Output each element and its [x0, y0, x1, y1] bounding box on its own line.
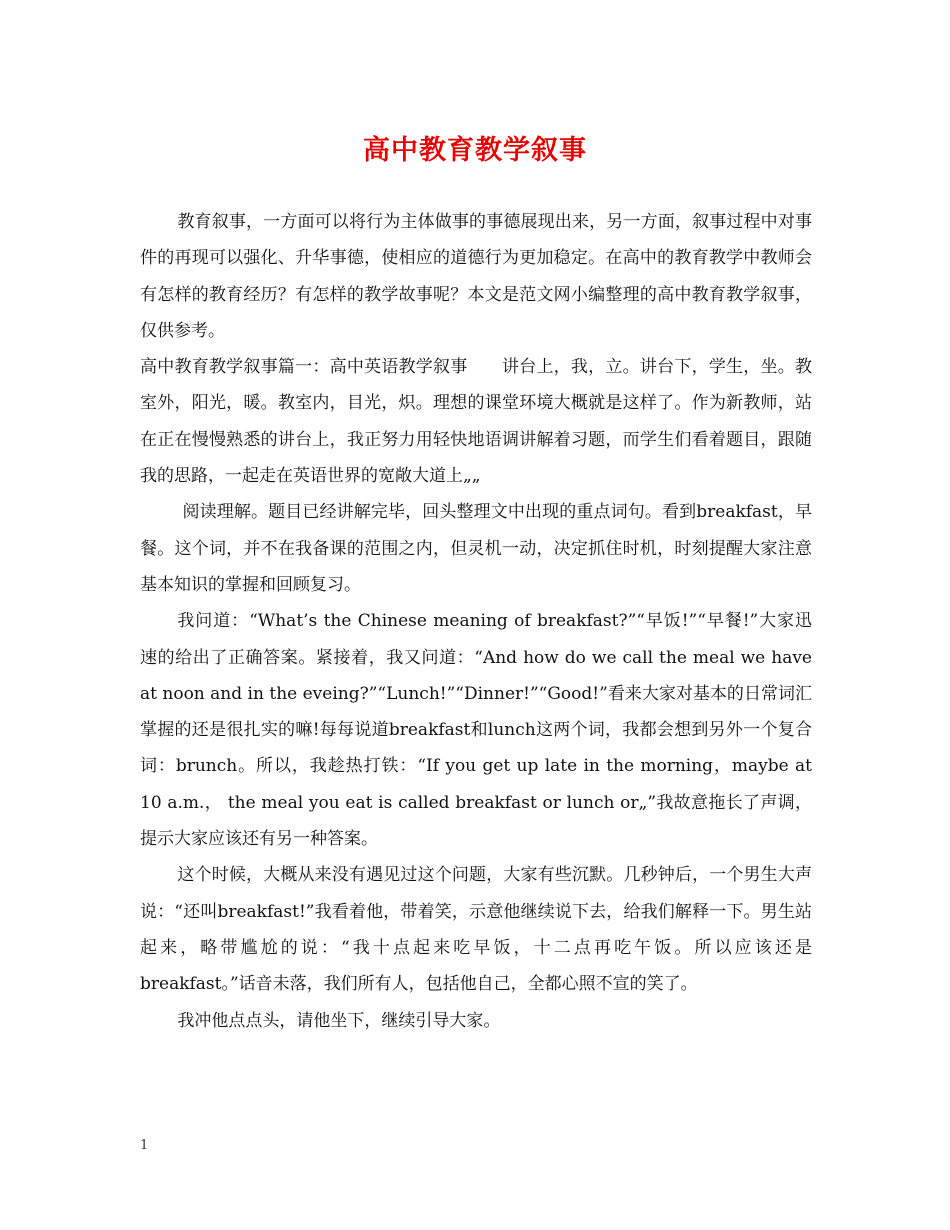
paragraph-intro: 教育叙事，一方面可以将行为主体做事的事德展现出来，另一方面，叙事过程中对事件的再现可以强化、升华事德，使相应的道德行为更加稳定。在高中的教育教学中教师会有怎样的教育经历？有怎样的教学故事呢？本文是范文网小编整理的高中教育教学叙事，仅供参考。 — [140, 212, 812, 341]
paragraph-conclusion: 我冲他点点头，请他坐下，继续引导大家。 — [177, 1010, 501, 1031]
paragraph-section-one: 高中教育教学叙事篇一：高中英语教学叙事 讲台上，我，立。讲台下，学生，坐。教室外，阳光，暖。教室内，目光，炽。理想的课堂环境大概就是这样了。作为新教师，站在正在慢慢熟悉的讲台上，我正努力用轻快地语调讲解着习题，而学生们看着题目，跟随我的思路，一起走在英语世界的宽敞大道上„„ — [140, 357, 812, 487]
paragraph-question: 我问道：“What’s the Chinese meaning of breakfast?”“早饭!”“早餐!”大家迅速的给出了正确答案。紧接着，我又问道：“And how do we call the meal we have at noon and in the eveing?”“Lunch!”“Dinner!”“Good!”看来大家对基本的日常词汇掌握的还是很扎实的嘛!每每说道breakfast和lunch这两个词，我都会想到另外一个复合词：brunch。所以，我趁热打铁：“If you get up late in the morning，maybe at 10 a.m.， the meal you eat is called breakfast or lunch or„”我故意拖长了声调，提示大家应该还有另一种答案。 — [140, 611, 812, 850]
document-title: 高中教育教学叙事 — [363, 135, 587, 166]
document-body — [140, 204, 812, 1039]
paragraph-answer: 这个时候，大概从来没有遇见过这个问题，大家有些沉默。几秒钟后，一个男生大声说：“还叫breakfast!”我看着他，带着笑，示意他继续说下去，给我们解释一下。男生站起来，略带尴尬的说：“我十点起来吃早饭，十二点再吃午饭。所以应该还是breakfast。”话音未落，我们所有人，包括他自己，全都心照不宣的笑了。 — [140, 865, 812, 995]
paragraph-reading: 阅读理解。题目已经讲解完毕，回头整理文中出现的重点词句。看到breakfast，早餐。这个词，并不在我备课的范围之内，但灵机一动，决定抓住时机，时刻提醒大家注意基本知识的掌握和回顾复习。 — [140, 502, 812, 595]
page-number: 1 — [140, 1138, 149, 1153]
